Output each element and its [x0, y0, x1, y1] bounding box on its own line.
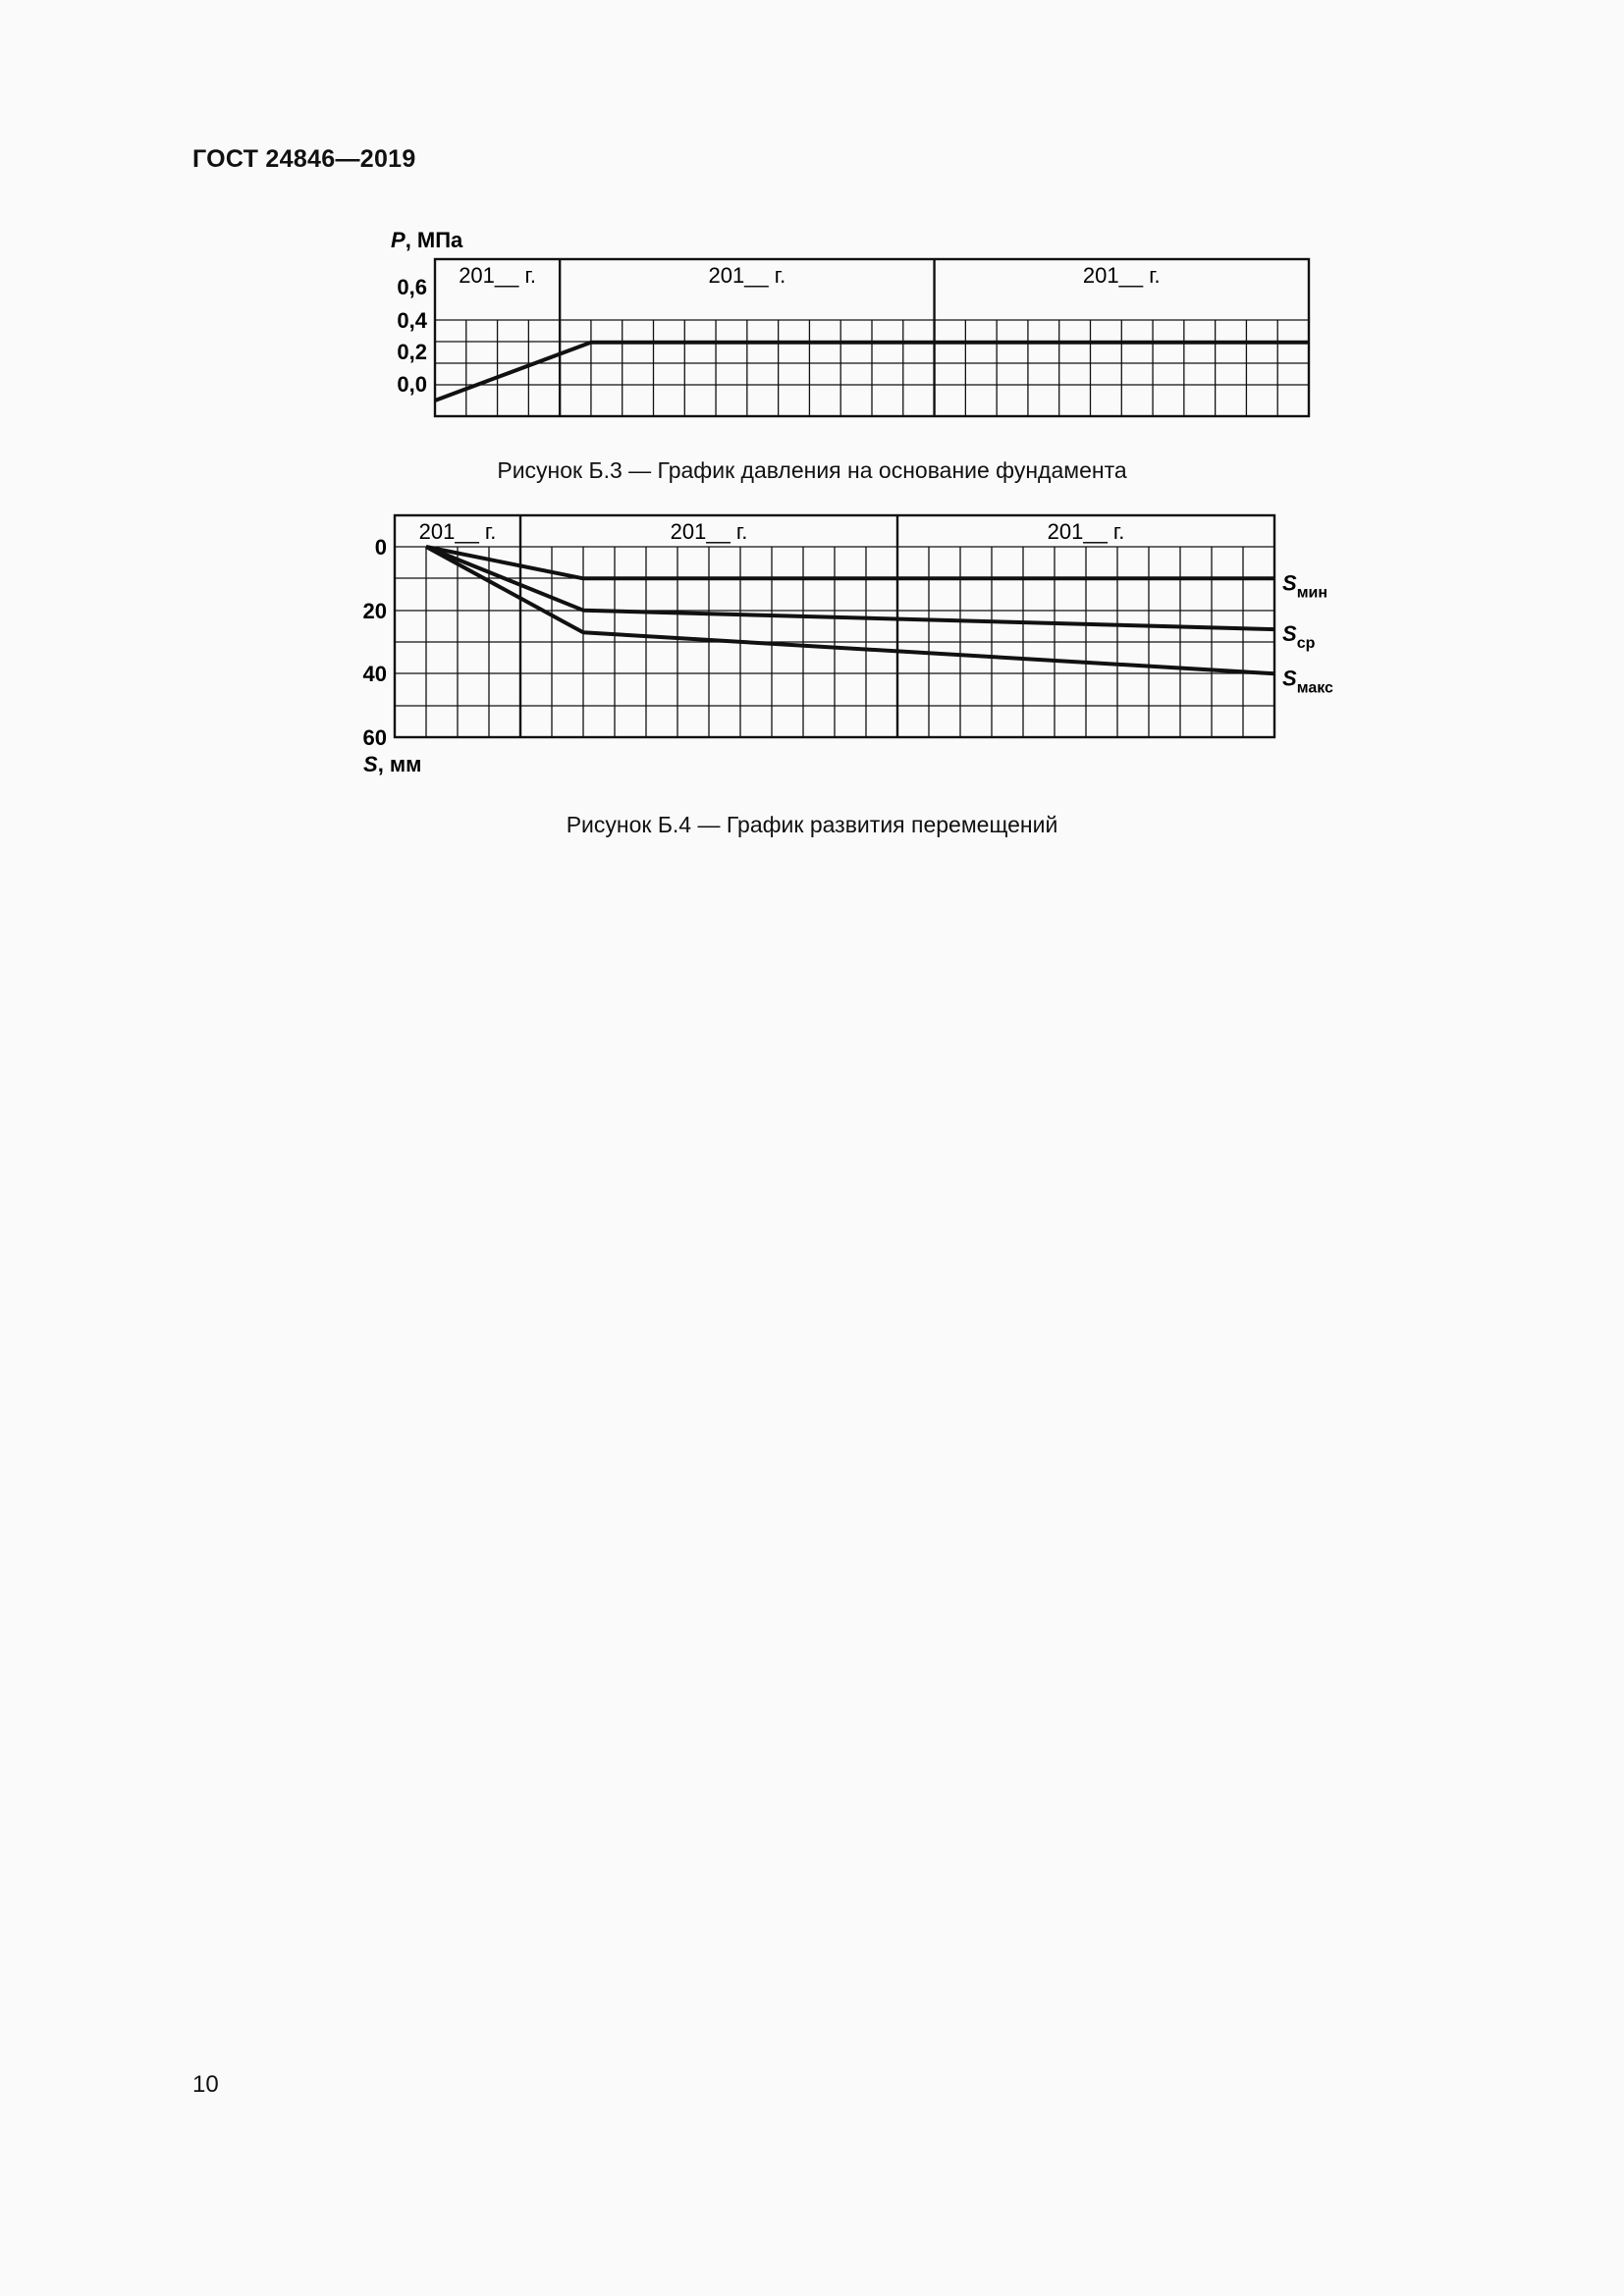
page-number: 10 [192, 2071, 219, 2098]
year-header: 201__ г. [708, 263, 786, 288]
series-label: $S_{мин}$ [1282, 570, 1328, 602]
document-header: ГОСТ 24846—2019 [192, 145, 416, 173]
y-tick-label: 40 [362, 662, 387, 686]
y-tick-label: 0 [374, 535, 387, 560]
y-tick-label: 60 [362, 725, 387, 750]
y-tick-label: 20 [362, 599, 387, 623]
year-header: 201__ г. [670, 519, 748, 544]
y-tick-label: 0,0 [397, 372, 427, 397]
year-header: 201__ г. [418, 519, 497, 544]
year-header: 201__ г. [1082, 263, 1161, 288]
y-axis-label: P, МПа [391, 228, 463, 252]
figure-caption-b3: Рисунок Б.3 — График давления на основание фундамента [497, 457, 1127, 483]
year-header: 201__ г. [459, 263, 536, 288]
y-tick-label: 0,4 [397, 308, 427, 333]
series-label: $S_{ср}$ [1282, 621, 1316, 653]
series-line [426, 547, 1274, 578]
figure-caption-b4: Рисунок Б.4 — График развития перемещений [566, 812, 1058, 837]
y-tick-label: 0,2 [397, 340, 427, 364]
series-label: $S_{макс}$ [1282, 666, 1333, 697]
displacement-chart [0, 0, 1624, 785]
y-tick-label: 0,6 [397, 275, 427, 299]
year-header: 201__ г. [1047, 519, 1125, 544]
y-axis-label: S, мм [363, 752, 422, 776]
